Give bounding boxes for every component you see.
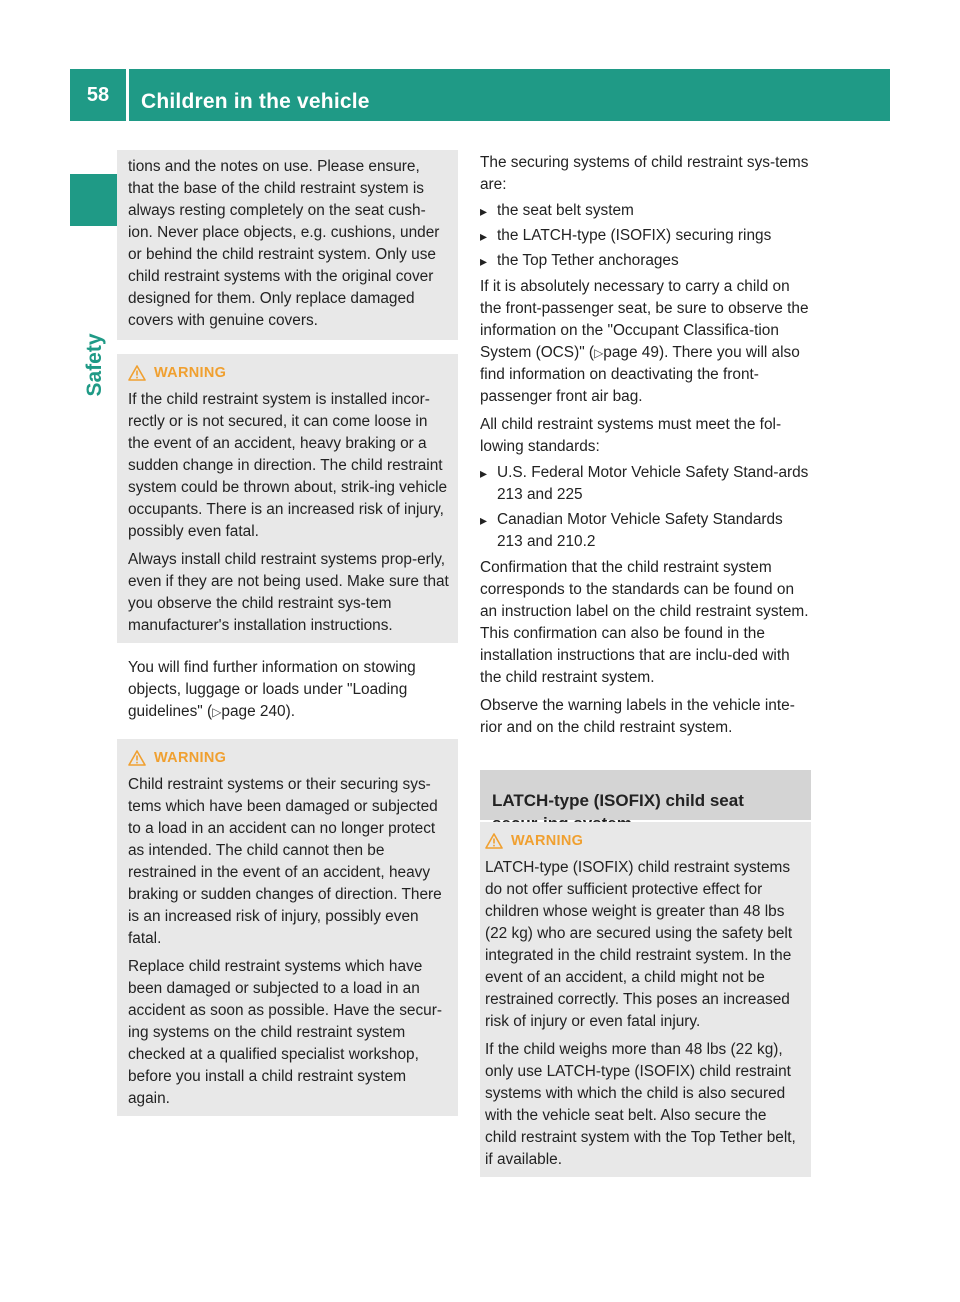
stowing-paragraph <box>117 657 458 723</box>
warning-triangle-icon <box>128 365 146 381</box>
page-ref-arrow-icon: ▷ <box>594 346 604 360</box>
standards-list <box>480 462 811 553</box>
note-box <box>117 150 458 340</box>
warning2-paragraph-2: Replace child restraint systems which have been damaged or subjected to a load in an accident as soon as possible. Have the secur-ing systems on the child restraint system checked at a qualified specialist workshop, before you install a child restraint system again. <box>128 958 442 1107</box>
page-ref-link[interactable]: page 240 <box>221 703 286 720</box>
page-title: Children in the vehicle <box>141 90 370 113</box>
section-heading: LATCH-type (ISOFIX) child seat <box>480 770 811 820</box>
page-ref-arrow-icon: ▷ <box>212 705 222 719</box>
warning-triangle-icon <box>485 833 503 849</box>
list-item: ▸ Canadian Motor Vehicle Safety Standards 213 and 210.2 <box>480 509 811 553</box>
front-passenger-text-end: ). There you will also find information on deactivating the front-passenger front air bag. <box>480 344 800 405</box>
front-passenger-paragraph <box>480 276 811 408</box>
section-tab-marker <box>70 174 122 226</box>
header-divider <box>126 69 129 121</box>
warning-title-2 <box>128 747 449 769</box>
warning-box-3 <box>480 822 811 1177</box>
warning-labels-paragraph: Observe the warning labels in the vehicle inte-rior and on the child restraint system. <box>480 697 795 736</box>
warning-title-1 <box>128 362 449 384</box>
note-text: tions and the notes on use. Please ensure, that the base of the child restraint system is always resting completely on the seat cush-ion. Never place objects, e.g. cushions, under or behind the child restraint system. Only use child restraint systems with the original cover designed for them. Only replace damaged covers with genuine covers. <box>128 158 440 329</box>
page-number: 58 <box>86 84 110 106</box>
warning-title-3 <box>485 830 802 852</box>
list-item: ▸ U.S. Federal Motor Vehicle Safety Stand-ards 213 and 225 <box>480 462 811 506</box>
warning-title-text-3: WARNING <box>511 833 584 849</box>
warning3-paragraph-2: If the child weighs more than 48 lbs (22 kg), only use LATCH-type (ISOFIX) child restraint systems with which the child is also secured with the vehicle seat belt. Also secure the child restraint system with the Top Tether belt, if available. <box>485 1041 796 1168</box>
warning1-paragraph-1: If the child restraint system is installed incor-rectly or is not secured, it can come loose in the event of an accident, heavy braking or a sudden change in direction. The child restraint system could be thrown about, strik-ing vehicle occupants. There is an increased risk of injury, possibly even fatal. <box>128 391 448 540</box>
front-passenger-text: If it is absolutely necessary to carry a child on the front-passenger seat, be sure to observe the information on the "Occupant Classifica-tion System (OCS)" ( <box>480 278 809 361</box>
confirmation-paragraph: Confirmation that the child restraint system corresponds to the standards can be found on an instruction label on the child restraint system. This confirmation can also be found in the installation instructions that are inclu-ded with the child restraint system. <box>480 559 809 686</box>
standards-intro: All child restraint systems must meet the fol-lowing standards: <box>480 416 782 455</box>
warning1-paragraph-2: Always install child restraint systems prop-erly, even if they are not being used. Make sure that you observe the child restraint sys-tem manufacturer's installation instructions. <box>128 551 449 634</box>
page-ref-link[interactable]: page 49 <box>603 344 659 361</box>
section-tab-text: Safety <box>83 333 106 397</box>
warning3-paragraph-1: LATCH-type (ISOFIX) child restraint systems do not offer sufficient protective effect for children whose weight is greater than 48 lbs (22 kg) who are secured using the safety belt integrated in the child restraint system. In the event of an accident, a child might not be restrained correctly. This poses an increased risk of injury or even fatal injury. <box>485 859 793 1030</box>
list-item: ▸ the Top Tether anchorages <box>480 250 811 272</box>
securing-intro: The securing systems of child restraint sys-tems are: <box>480 154 809 193</box>
securing-systems-list <box>480 200 811 272</box>
list-item: ▸ the seat belt system <box>480 200 811 222</box>
warning-box-1 <box>117 354 458 643</box>
stowing-text: You will find further information on stowing objects, luggage or loads under "Loading guidelines" ( <box>128 659 416 720</box>
warning-triangle-icon <box>128 750 146 766</box>
warning2-paragraph-1: Child restraint systems or their securing sys-tems which have been damaged or subjected to a load in an accident can no longer protect as intended. The child cannot then be restrained in the event of an accident, heavy braking or sudden changes of direction. There is an increased risk of injury, possibly even fatal. <box>128 776 442 947</box>
section-tab-label <box>80 320 110 410</box>
left-column <box>117 150 458 1116</box>
list-item: ▸ the LATCH-type (ISOFIX) securing rings <box>480 225 811 247</box>
warning-box-2 <box>117 739 458 1116</box>
warning-title-text-2: WARNING <box>154 750 227 766</box>
warning-title-text-1: WARNING <box>154 365 227 381</box>
right-column <box>480 152 811 745</box>
stowing-text-end: ). <box>285 703 296 720</box>
